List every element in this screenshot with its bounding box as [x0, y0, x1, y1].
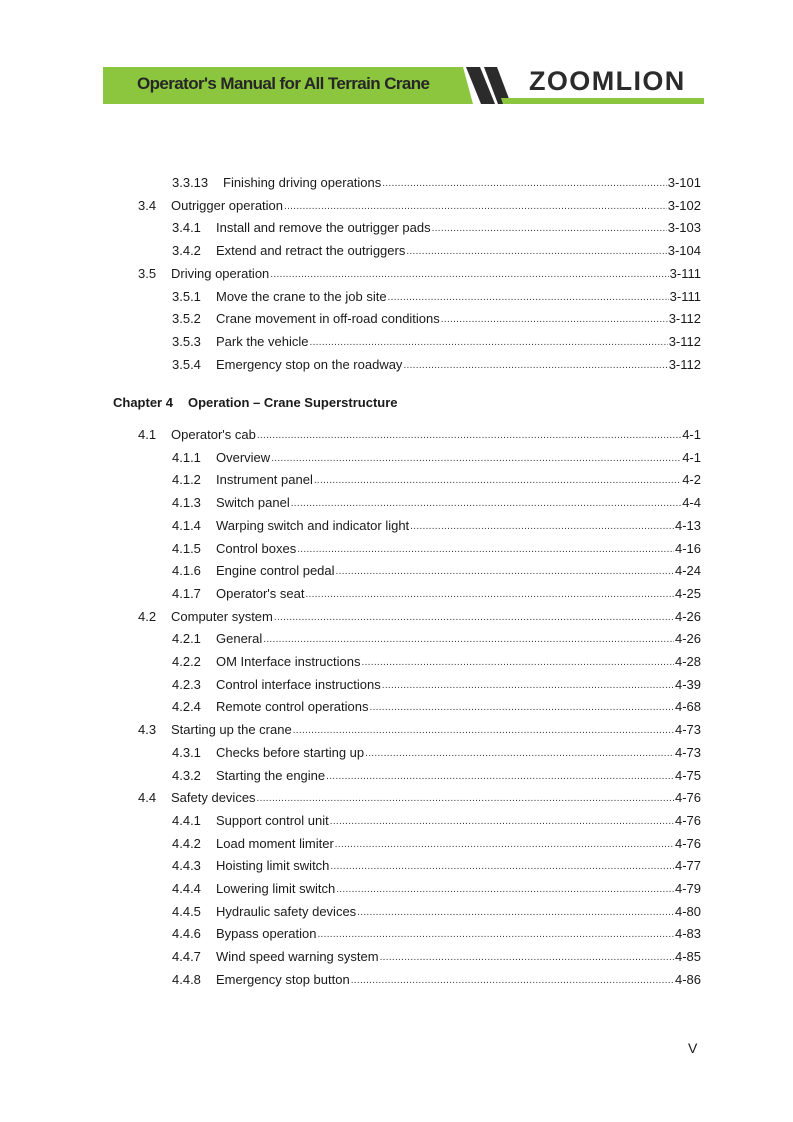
toc-dot-leader	[270, 264, 668, 284]
toc-entry[interactable]	[138, 789, 701, 807]
toc-entry-page: 4-39	[674, 676, 701, 692]
toc-dot-leader	[369, 697, 673, 717]
toc-entry[interactable]	[172, 242, 701, 260]
toc-dot-leader	[257, 425, 681, 445]
toc-entry-page: 3-111	[669, 288, 701, 304]
toc-entry-title: Checks before starting up	[216, 744, 365, 760]
toc-entry-page: 4-24	[674, 563, 701, 579]
toc-entry-page: 4-13	[674, 517, 701, 533]
toc-entry-number: 4.1.1	[172, 449, 201, 465]
manual-title: Operator's Manual for All Terrain Crane	[137, 74, 430, 93]
toc-entry[interactable]	[138, 608, 701, 626]
toc-entry[interactable]	[172, 630, 701, 648]
toc-dot-leader	[336, 561, 674, 581]
toc-entry-title: Support control unit	[216, 812, 329, 828]
toc-dot-leader	[441, 309, 668, 329]
toc-entry-number: 4.4.8	[172, 971, 201, 987]
toc-entry-page: 4-68	[674, 699, 701, 715]
toc-entry-title: Switch panel	[216, 495, 290, 511]
toc-dot-leader	[314, 470, 681, 490]
toc-entry[interactable]	[172, 925, 701, 943]
page-header	[0, 0, 793, 110]
toc-entry-number: 4.1.4	[172, 517, 201, 533]
toc-entry-number: 4.2.4	[172, 699, 201, 715]
toc-dot-leader	[362, 652, 674, 672]
toc-entry-page: 4-77	[674, 858, 701, 874]
toc-entry-page: 4-86	[674, 971, 701, 987]
toc-entry-title: Load moment limiter	[216, 835, 334, 851]
toc-entry-number: 4.1.7	[172, 585, 201, 601]
page-number: V	[688, 1040, 698, 1056]
toc-entry-page: 3-111	[669, 265, 701, 281]
toc-entry-title: Crane movement in off-road conditions	[216, 311, 440, 327]
toc-entry-title: Finishing driving operations	[223, 175, 382, 190]
toc-entry-page: 4-83	[674, 926, 701, 942]
toc-entry[interactable]	[172, 219, 701, 237]
toc-dot-leader	[271, 448, 681, 468]
toc-entry-number: 3.5.4	[172, 356, 201, 372]
toc-entry[interactable]	[172, 310, 701, 328]
toc-entry-number: 3.5	[138, 265, 157, 281]
toc-dot-leader	[284, 196, 667, 216]
toc-entry-page: 4-73	[674, 744, 701, 760]
toc-dot-leader	[382, 675, 674, 695]
toc-entry[interactable]	[172, 948, 701, 966]
toc-dot-leader	[317, 924, 674, 944]
toc-entry-page: 3-112	[668, 333, 701, 349]
toc-entry-title: Hydraulic safety devices	[216, 903, 357, 919]
toc-entry[interactable]	[138, 426, 701, 444]
toc-entry-number: 3.5.1	[172, 288, 201, 304]
toc-entry-number: 3.3.13	[172, 175, 209, 190]
toc-entry-number: 3.5.2	[172, 311, 201, 327]
toc-entry-title: Lowering limit switch	[216, 881, 336, 896]
toc-dot-leader	[403, 355, 667, 375]
toc-entry-number: 4.4.2	[172, 835, 201, 851]
toc-entry-page: 4-76	[674, 835, 701, 851]
toc-entry-title: Move the crane to the job site	[216, 288, 387, 304]
toc-entry-title: Control boxes	[216, 540, 297, 556]
toc-entry[interactable]	[172, 812, 701, 830]
toc-entry-title: Starting the engine	[216, 767, 326, 783]
toc-entry[interactable]	[172, 494, 701, 512]
chapter-heading	[113, 395, 398, 410]
toc-entry-number: 4.2	[138, 608, 157, 624]
toc-entry-title: Outrigger operation	[171, 197, 284, 213]
toc-entry-title: Safety devices	[171, 790, 256, 806]
toc-entry-page: 4-26	[674, 608, 701, 624]
toc-dot-leader	[432, 218, 667, 238]
toc-entry[interactable]	[172, 540, 701, 558]
toc-entry-page: 4-80	[674, 903, 701, 919]
toc-entry-number: 4.1.5	[172, 540, 201, 556]
toc-dot-leader	[382, 173, 666, 193]
toc-entry-number: 3.4.2	[172, 243, 201, 259]
toc-entry[interactable]	[138, 265, 701, 283]
toc-entry[interactable]	[172, 676, 701, 694]
toc-entry[interactable]	[172, 971, 701, 989]
chapter-number: Chapter 4	[113, 395, 173, 410]
toc-dot-leader	[351, 970, 674, 990]
toc-entry[interactable]	[172, 835, 701, 853]
toc-entry[interactable]	[172, 356, 701, 374]
toc-entry-number: 4.4.3	[172, 858, 201, 874]
toc-entry-number: 4.2.1	[172, 631, 201, 647]
toc-entry-number: 4.2.2	[172, 654, 201, 669]
toc-entry-page: 3-112	[668, 356, 701, 372]
toc-entry-number: 4.2.3	[172, 676, 201, 692]
toc-entry-number: 4.1.2	[172, 472, 201, 488]
toc-entry-number: 4.4.6	[172, 926, 201, 942]
toc-entry[interactable]	[172, 585, 701, 603]
toc-entry-number: 4.4.5	[172, 903, 201, 919]
toc-dot-leader	[410, 516, 674, 536]
toc-entry-title: Warping switch and indicator light	[216, 517, 410, 533]
toc-entry-page: 4-76	[674, 812, 701, 828]
toc-entry[interactable]	[138, 721, 701, 739]
toc-entry-title: Operator's cab	[171, 427, 256, 442]
toc-entry-title: OM Interface instructions	[216, 654, 361, 669]
toc-entry-page: 4-76	[674, 790, 701, 806]
toc-dot-leader	[336, 879, 674, 899]
toc-entry-page: 3-103	[667, 220, 701, 236]
toc-entry-title: Emergency stop button	[216, 971, 350, 987]
toc-entry-page: 4-85	[674, 949, 701, 965]
toc-dot-leader	[335, 834, 674, 854]
toc-entry[interactable]	[172, 562, 701, 580]
toc-dot-leader	[291, 493, 681, 513]
toc-entry-number: 4.3.2	[172, 767, 201, 783]
toc-entry[interactable]	[172, 333, 701, 351]
toc-entry-number: 4.1	[138, 427, 157, 442]
toc-entry-page: 3-102	[667, 197, 701, 213]
toc-entry-title: Computer system	[171, 608, 273, 624]
toc-entry-page: 4-4	[682, 495, 701, 511]
toc-dot-leader	[330, 811, 674, 831]
toc-entry-title: Park the vehicle	[216, 333, 309, 349]
toc-entry-page: 3-104	[667, 243, 701, 259]
toc-dot-leader	[293, 720, 674, 740]
toc-entry-page: 3-112	[668, 311, 701, 327]
toc-dot-leader	[297, 539, 674, 559]
toc-entry-number: 4.4.7	[172, 949, 201, 965]
toc-entry[interactable]	[172, 744, 701, 762]
toc-dot-leader	[357, 902, 674, 922]
toc-entry-page: 4-79	[674, 881, 701, 896]
toc-dot-leader	[388, 287, 669, 307]
toc-entry-page: 4-16	[674, 540, 701, 556]
toc-entry[interactable]	[172, 767, 701, 785]
toc-entry[interactable]	[172, 857, 701, 875]
toc-entry-title: Wind speed warning system	[216, 949, 379, 965]
toc-entry-page: 4-2	[682, 472, 701, 488]
brand-underline	[501, 98, 704, 104]
toc-entry-page: 4-26	[674, 631, 701, 647]
toc-entry-page: 3-101	[667, 175, 701, 190]
toc-entry-title: General	[216, 631, 263, 647]
toc-dot-leader	[257, 788, 674, 808]
toc-entry-number: 4.4	[138, 790, 157, 806]
toc-dot-leader	[310, 332, 668, 352]
toc-entry[interactable]	[172, 449, 701, 467]
toc-dot-leader	[326, 766, 674, 786]
toc-entry-title: Remote control operations	[216, 699, 369, 715]
toc-dot-leader	[380, 947, 674, 967]
toc-entry[interactable]	[172, 517, 701, 535]
toc-entry-page: 4-75	[674, 767, 701, 783]
toc-entry-page: 4-1	[682, 449, 701, 465]
toc-entry-page: 4-1	[682, 427, 701, 442]
toc-entry-number: 4.1.6	[172, 563, 201, 579]
toc-dot-leader	[305, 584, 674, 604]
toc-entry-title: Extend and retract the outriggers	[216, 243, 406, 259]
toc-entry[interactable]	[172, 174, 701, 192]
toc-entry-number: 4.4.1	[172, 812, 201, 828]
toc-entry-title: Engine control pedal	[216, 563, 335, 579]
toc-entry-number: 4.3	[138, 722, 157, 738]
toc-entry-number: 3.5.3	[172, 333, 201, 349]
toc-entry[interactable]	[172, 698, 701, 716]
toc-entry[interactable]	[172, 471, 701, 489]
toc-entry[interactable]	[172, 653, 701, 671]
toc-entry-number: 4.1.3	[172, 495, 201, 511]
toc-entry-number: 3.4	[138, 197, 157, 213]
toc-entry-page: 4-28	[674, 654, 701, 669]
toc-entry-page: 4-25	[674, 585, 701, 601]
toc-entry-title: Bypass operation	[216, 926, 317, 942]
toc-entry-page: 4-73	[674, 722, 701, 738]
toc-entry-number: 4.4.4	[172, 881, 201, 896]
toc-dot-leader	[365, 743, 674, 763]
toc-dot-leader	[330, 856, 674, 876]
toc-entry-title: Control interface instructions	[216, 676, 381, 692]
toc-entry[interactable]	[172, 880, 701, 898]
toc-entry-title: Overview	[216, 449, 271, 465]
toc-entry-title: Driving operation	[171, 265, 270, 281]
toc-dot-leader	[263, 629, 674, 649]
toc-entry-title: Starting up the crane	[171, 722, 292, 738]
brand-logo: ZOOMLION	[529, 66, 686, 96]
toc-entry-number: 3.4.1	[172, 220, 201, 236]
toc-dot-leader	[406, 241, 666, 261]
toc-dot-leader	[274, 607, 674, 627]
toc-entry-number: 4.3.1	[172, 744, 201, 760]
toc-entry[interactable]	[172, 288, 701, 306]
toc-entry[interactable]	[138, 197, 701, 215]
toc-entry-title: Emergency stop on the roadway	[216, 356, 403, 372]
toc-entry-title: Install and remove the outrigger pads	[216, 220, 431, 236]
toc-entry-title: Instrument panel	[216, 472, 313, 488]
toc-entry-title: Hoisting limit switch	[216, 858, 330, 874]
toc-entry[interactable]	[172, 903, 701, 921]
chapter-title: Operation – Crane Superstructure	[188, 395, 398, 410]
toc-entry-title: Operator's seat	[216, 585, 305, 601]
